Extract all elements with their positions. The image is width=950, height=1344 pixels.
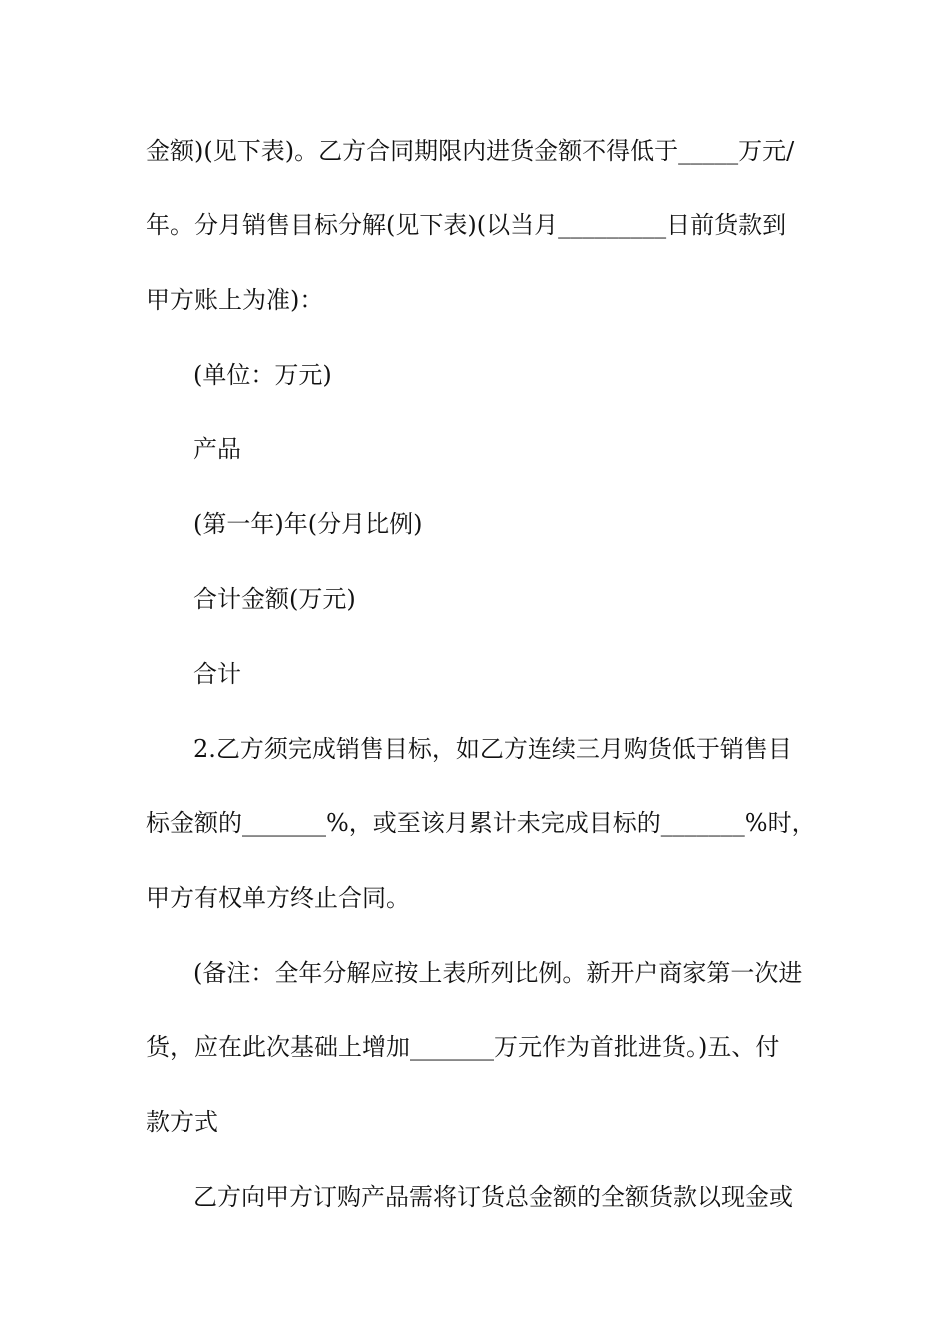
text-line: 金额)(见下表)。乙方合同期限内进货金额不得低于_____万元/ <box>146 137 795 165</box>
text-line: 年。分月销售目标分解(见下表)(以当月_________日前货款到 <box>146 211 787 239</box>
text-line: 货，应在此次基础上增加_______万元作为首批进货。)五、付 <box>146 1033 780 1061</box>
text-line: 乙方向甲方订购产品需将订货总金额的全额货款以现金或 <box>193 1183 793 1211</box>
text-line: 合计 <box>193 660 241 688</box>
text-line: 合计金额(万元) <box>193 585 356 613</box>
text-line: (单位：万元) <box>193 361 332 389</box>
text-line: 2.乙方须完成销售目标，如乙方连续三月购货低于销售目 <box>193 735 792 763</box>
text-line: 标金额的_______%，或至该月累计未完成目标的_______%时， <box>146 809 816 837</box>
text-line: 款方式 <box>146 1108 218 1136</box>
text-line: (备注：全年分解应按上表所列比例。新开户商家第一次进 <box>193 959 803 987</box>
text-line: 产品 <box>193 435 241 463</box>
text-line: 甲方账上为准)： <box>146 286 324 314</box>
text-line: 甲方有权单方终止合同。 <box>146 884 410 912</box>
text-line: (第一年)年(分月比例) <box>193 510 423 538</box>
